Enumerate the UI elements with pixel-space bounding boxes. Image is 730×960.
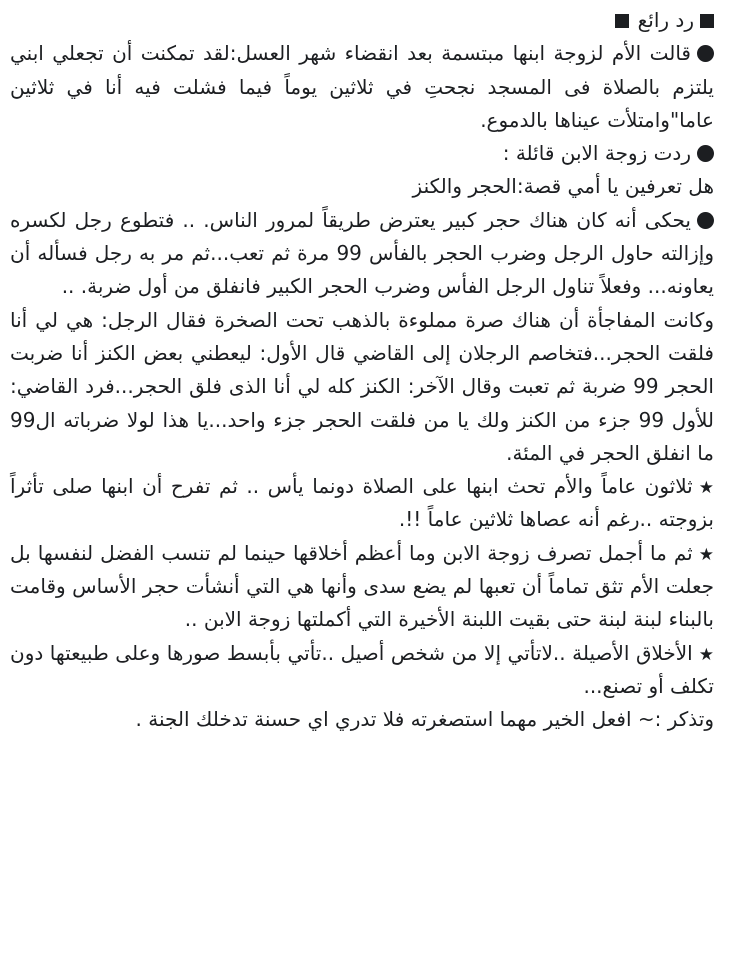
- paragraph-text: الأخلاق الأصيلة ..لاتأتي إلا من شخص أصيل ..تأتي بأبسط صورها وعلى طبيعتها دون تكلف أو تصنع...: [10, 640, 714, 698]
- paragraph-text: وتذكر :~ افعل الخير مهما استصغرته فلا تدري اي حسنة تدخلك الجنة .: [135, 707, 714, 732]
- bullet-dot-icon: [697, 204, 714, 237]
- paragraph: [10, 470, 714, 537]
- paragraph-text: قالت الأم لزوجة ابنها مبتسمة بعد انقضاء شهر العسل:لقد تمكنت أن تجعلي ابني يلتزم بالصلاة فى المسجد نجحتِ في ثلاثين يوماً فيما فشلت فيه أنا في ثلاثين عاما"وامتلأت عيناها بالدموع.: [10, 41, 714, 132]
- paragraph: [10, 703, 714, 736]
- paragraph: [10, 204, 714, 304]
- paragraph-text: يحكى أنه كان هناك حجر كبير يعترض طريقاً لمرور الناس. .. فتطوع رجل لكسره وإزالته حاول الرجل وضرب الحجر بالفأس 99 مرة ثم تعب...ثم مر به رجل فسأله أن يعاونه... وفعلاً تناول الرجل الفأس وضرب الحجر الكبير فانفلق من أول ضربة. ..: [10, 207, 715, 299]
- square-bullet-icon: [615, 4, 629, 37]
- paragraph: [10, 37, 714, 137]
- paragraph: [10, 637, 714, 704]
- bullet-dot-icon: [697, 37, 714, 70]
- paragraph: [10, 304, 714, 470]
- star-bullet-icon: ★: [698, 544, 714, 565]
- paragraph-text: ثلاثون عاماً والأم تحث ابنها على الصلاة دونما يأس .. ثم تفرح أن ابنها صلى تأثراً بزوجته ..رغم أنه عصاها ثلاثين عاماً !!.: [10, 474, 714, 532]
- paragraph-text: هل تعرفين يا أمي قصة:الحجر والكنز: [412, 174, 714, 199]
- paragraph: [10, 537, 714, 637]
- star-bullet-icon: ★: [698, 644, 714, 665]
- heading-text: رد رائع: [637, 8, 694, 32]
- star-bullet-icon: ★: [698, 478, 714, 499]
- square-bullet-icon: [700, 4, 714, 37]
- paragraph-text: وكانت المفاجأة أن هناك صرة مملوءة بالذهب تحت الصخرة فقال الرجل: هي لي أنا فلقت الحجر...فتخاصم الرجلان إلى القاضي قال الأول: ليعطني بعض الكنز أنا ضربت الحجر 99 ضربة ثم تعبت وقال الآخر: الكنز كله لي أنا الذى فلق الحجر...فرد القاضي: للأول 99 جزء من الكنز ولك يا من فلقت الحجر جزء واحد...يا هذا لولا ضرباته ال99 ما انفلق الحجر في المئة.: [10, 307, 715, 465]
- paragraph-text: ثم ما أجمل تصرف زوجة الابن وما أعظم أخلاقها حينما لم تنسب الفضل لنفسها بل جعلت الأم تثق تماماً أن تعبها لم يضع سدى وأنها هي التي أنشأت حجر الأساس وقامت بالبناء لبنة لبنة حتى بقيت اللبنة الأخيرة التي أكملتها زوجة الابن ..: [10, 540, 714, 632]
- paragraph: [10, 137, 714, 170]
- post-heading: [10, 4, 714, 37]
- paragraph-text: ردت زوجة الابن قائلة :: [502, 141, 691, 166]
- bullet-dot-icon: [697, 137, 714, 170]
- paragraph: [10, 170, 714, 203]
